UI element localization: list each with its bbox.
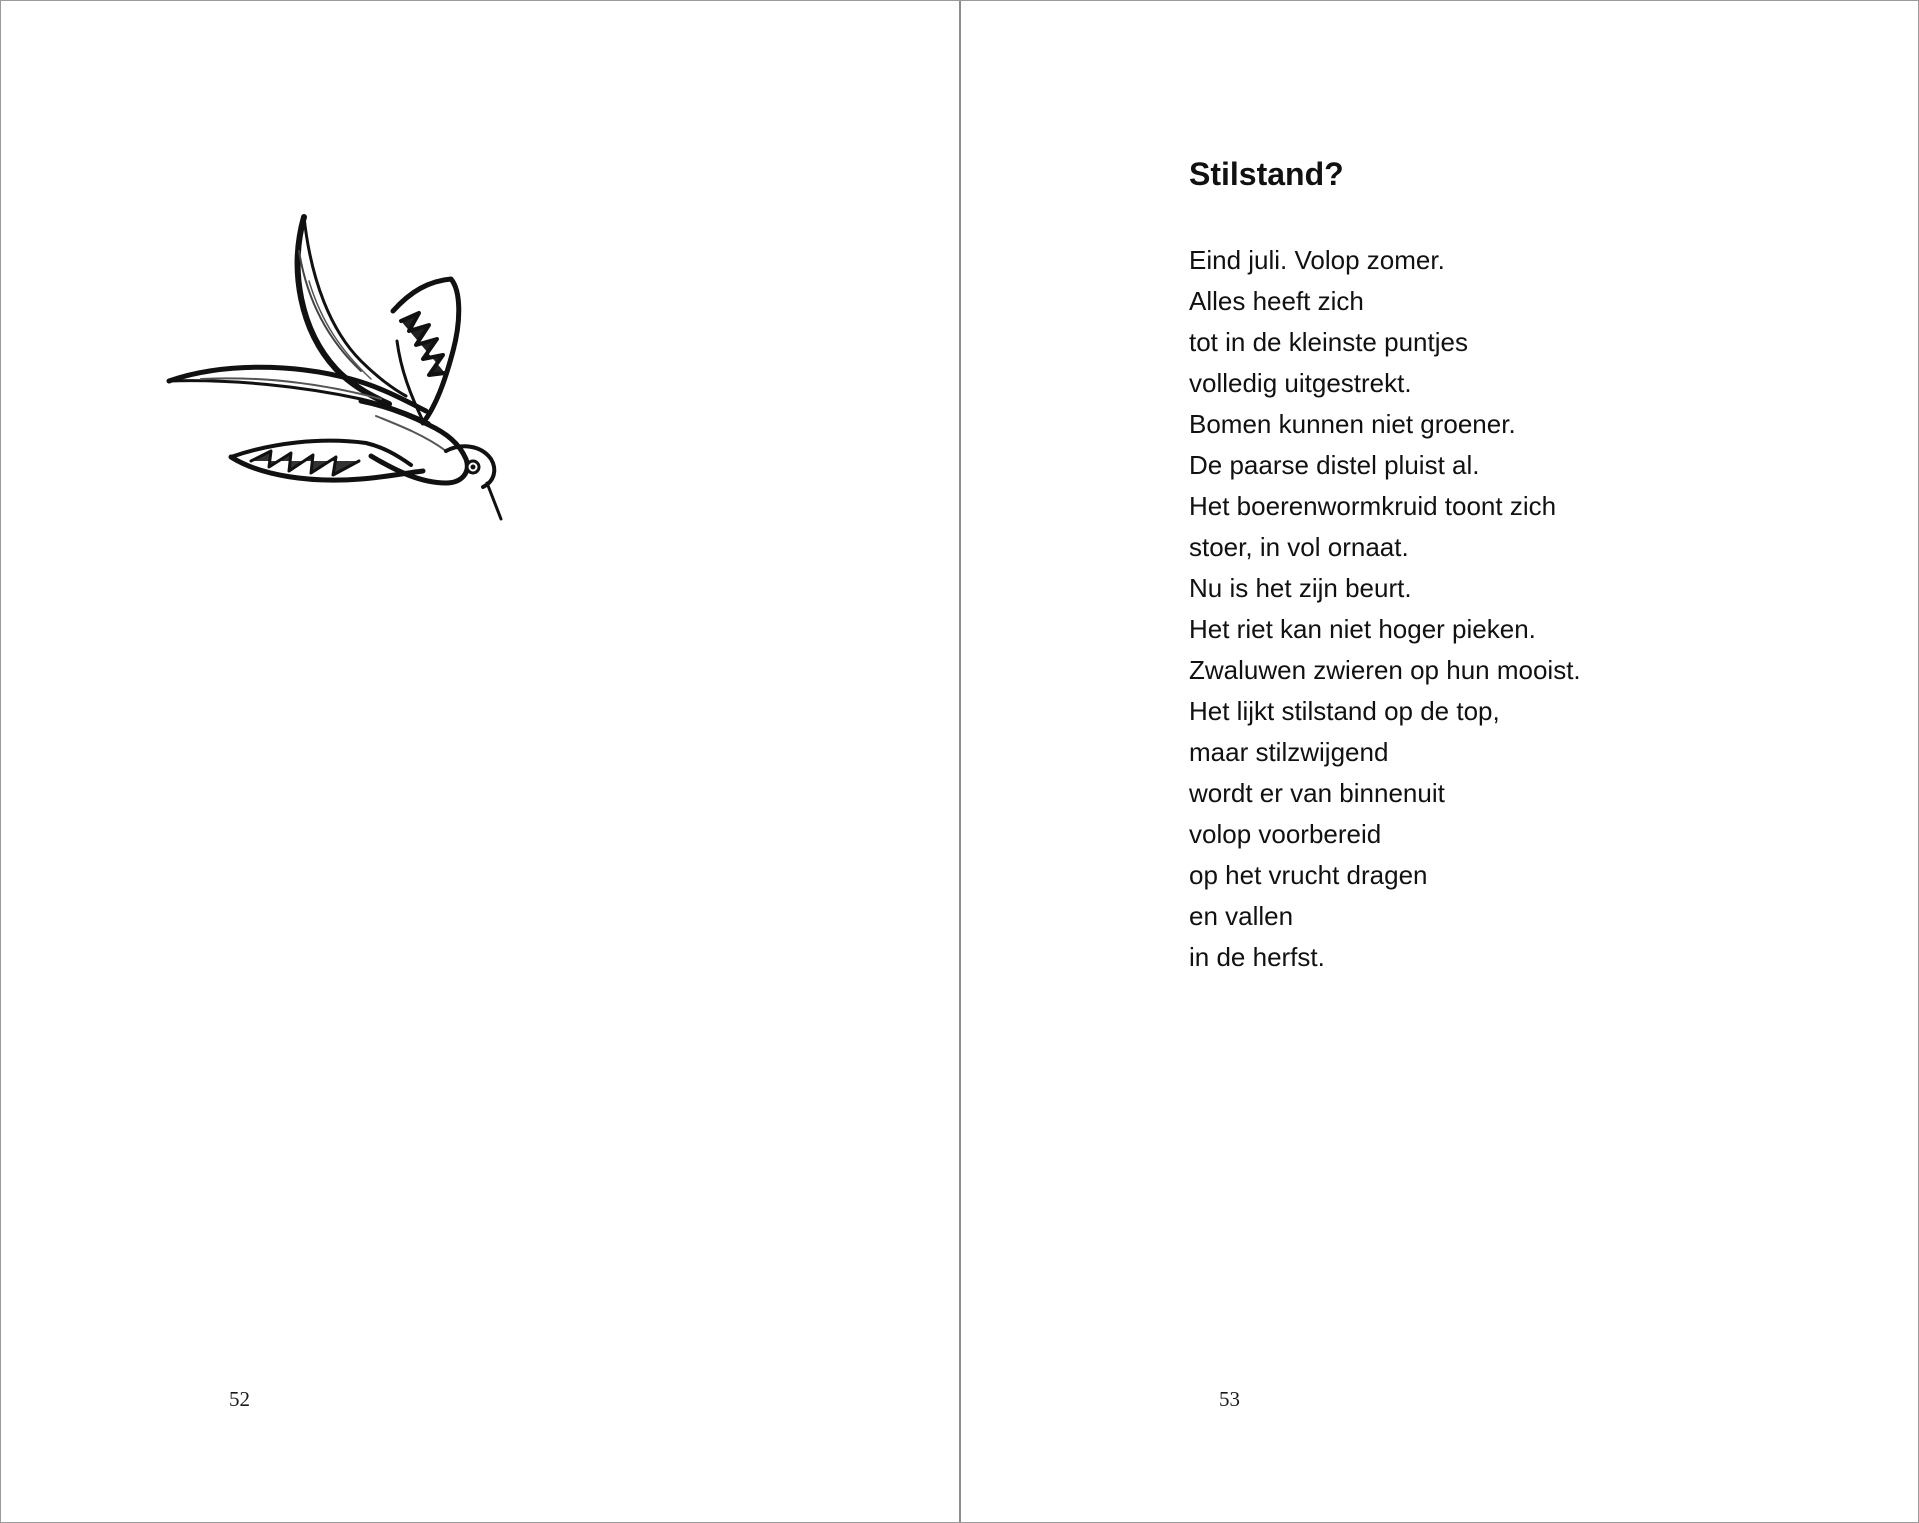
poem-line: Het riet kan niet hoger pieken. (1189, 614, 1536, 644)
poem-line: Alles heeft zich (1189, 286, 1364, 316)
left-page (1, 1, 959, 1522)
poem-line: en vallen (1189, 901, 1294, 931)
right-page (961, 1, 1918, 1522)
poem-line: Zwaluwen zwieren op hun mooist. (1189, 655, 1581, 685)
poem-line: Het boerenwormkruid toont zich (1189, 491, 1557, 521)
poem-line: tot in de kleinste puntjes (1189, 327, 1468, 357)
poem-line: Nu is het zijn beurt. (1189, 573, 1412, 603)
poem-line: maar stilzwijgend (1189, 737, 1389, 767)
swallow-illustration (161, 211, 541, 536)
page-number-right: 53 (1219, 1387, 1240, 1411)
poem-line: volledig uitgestrekt. (1189, 368, 1412, 398)
poem-line: volop voorbereid (1189, 819, 1382, 849)
poem-line: Eind juli. Volop zomer. (1189, 245, 1445, 275)
poem-line: Bomen kunnen niet groener. (1189, 409, 1516, 439)
poem-line: op het vrucht dragen (1189, 860, 1428, 890)
poem-line: Het lijkt stilstand op de top, (1189, 696, 1500, 726)
page-number-left: 52 (229, 1387, 250, 1411)
poem-line: stoer, in vol ornaat. (1189, 532, 1409, 562)
poem-line: in de herfst. (1189, 942, 1325, 972)
poem-body (1189, 240, 1581, 978)
poem-line: wordt er van binnenuit (1189, 778, 1445, 808)
poem-title: Stilstand? (1189, 156, 1344, 192)
poem-line: De paarse distel pluist al. (1189, 450, 1480, 480)
